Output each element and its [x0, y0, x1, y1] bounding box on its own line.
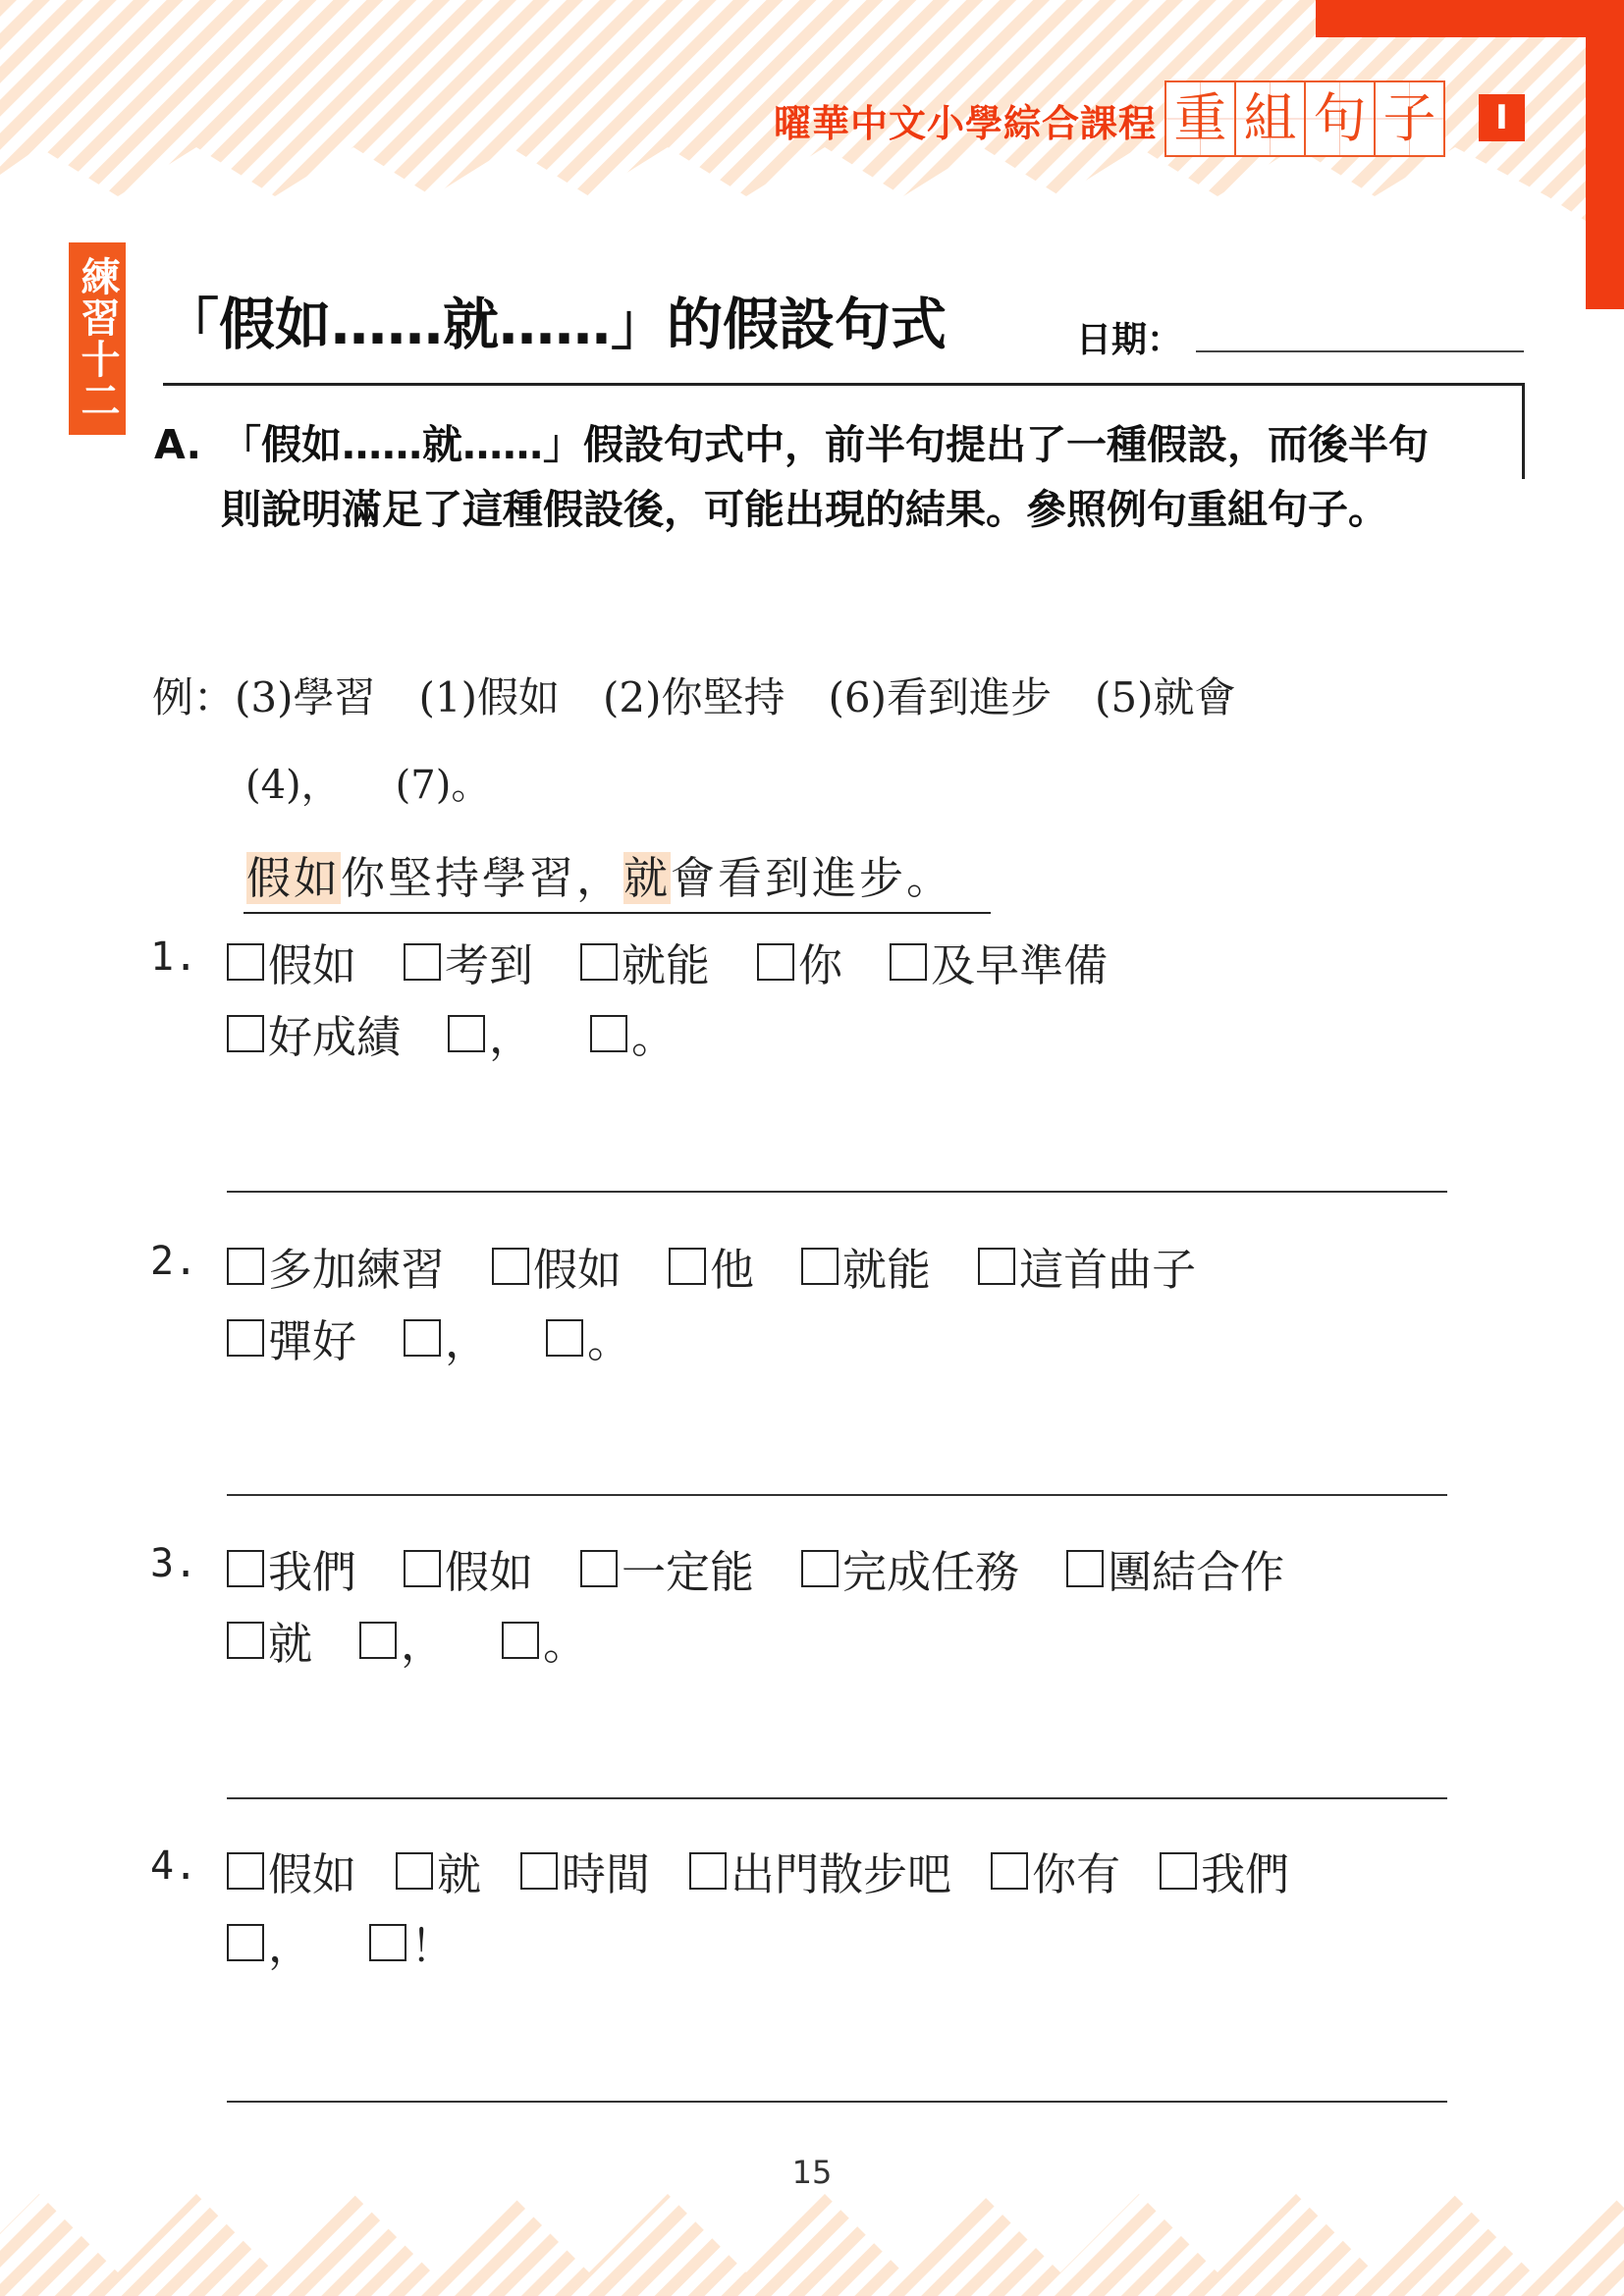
answer-line[interactable] [227, 1191, 1447, 1193]
checkbox-square[interactable] [227, 1550, 264, 1587]
word-text: 。 [543, 1618, 588, 1670]
example-part: (1)假如 [418, 673, 561, 721]
checkbox-square[interactable] [978, 1248, 1015, 1285]
word-card[interactable] [492, 1234, 622, 1298]
word-text: 就 [437, 1848, 482, 1900]
word-text: 完成任務 [842, 1546, 1020, 1598]
question-number: 4. [150, 1843, 198, 1889]
checkbox-square[interactable] [890, 943, 927, 981]
example-label: 例： [152, 673, 236, 721]
example-answer [244, 842, 991, 914]
word-text: 一定能 [622, 1546, 755, 1598]
checkbox-square[interactable] [492, 1248, 529, 1285]
word-card[interactable] [227, 1608, 312, 1672]
checkbox-square[interactable] [227, 943, 264, 981]
question-4-row-2 [227, 1910, 455, 1974]
word-card[interactable] [227, 930, 356, 993]
word-card[interactable] [590, 1001, 676, 1065]
word-text: 就能 [842, 1244, 932, 1296]
word-text: 你 [798, 939, 843, 991]
title-char: 句 [1304, 80, 1376, 157]
word-card[interactable] [404, 1306, 489, 1369]
checkbox-square[interactable] [448, 1015, 485, 1052]
corner-accent-tab [1316, 0, 1624, 37]
question-1-row-1 [227, 930, 1108, 993]
word-card[interactable] [227, 1001, 401, 1065]
frame-top-rule [163, 383, 1524, 386]
word-card[interactable] [404, 930, 533, 993]
instruction-text: 「假如……就……」假設句式中，前半句提出了一種假設，而後半句則說明滿足了這種假設後，可能出現的結果。參照例句重組句子。 [221, 421, 1429, 533]
word-card[interactable] [689, 1839, 951, 1902]
page-number: 15 [791, 2154, 833, 2191]
word-card[interactable] [227, 1234, 445, 1298]
example-part: (6)看到進步 [828, 673, 1053, 721]
example-part: (3)學習 [235, 673, 376, 721]
word-text: ， [268, 1920, 313, 1972]
checkbox-square[interactable] [396, 1852, 433, 1890]
checkbox-square[interactable] [590, 1015, 627, 1052]
title-char: 重 [1164, 80, 1236, 157]
word-text: 假如 [268, 1848, 357, 1900]
section-a-instruction [154, 412, 1450, 542]
word-card[interactable] [546, 1306, 631, 1369]
word-card[interactable] [520, 1839, 650, 1902]
checkbox-square[interactable] [757, 943, 794, 981]
word-text: 你有 [1032, 1848, 1121, 1900]
question-3-row-1 [227, 1536, 1284, 1600]
question-4-row-1 [227, 1839, 1289, 1902]
exercise-tab: 練習十二 [69, 242, 126, 435]
word-card[interactable] [227, 1839, 356, 1902]
word-text: 這首曲子 [1019, 1244, 1197, 1296]
section-letter: A. [154, 421, 202, 468]
word-card[interactable] [801, 1234, 931, 1298]
checkbox-square[interactable] [404, 1550, 441, 1587]
word-card[interactable] [580, 930, 710, 993]
question-number: 3. [150, 1541, 198, 1586]
example-part: (5)就會 [1095, 673, 1236, 721]
word-card[interactable] [890, 930, 1108, 993]
word-text: 及早準備 [931, 939, 1109, 991]
word-card[interactable] [669, 1234, 754, 1298]
frame-right-rule [1522, 383, 1525, 479]
word-card[interactable] [580, 1536, 754, 1600]
answer-text: 你堅持學習， [341, 852, 624, 904]
word-text: 我們 [1201, 1848, 1290, 1900]
answer-line[interactable] [227, 1494, 1447, 1496]
date-label: 日期： [1076, 320, 1183, 360]
checkbox-square[interactable] [502, 1622, 539, 1659]
word-text: 我們 [268, 1546, 357, 1598]
answer-text: 會看到進步。 [671, 852, 954, 904]
word-card[interactable] [801, 1536, 1019, 1600]
checkbox-square[interactable] [520, 1852, 558, 1890]
word-text: 好成績 [268, 1011, 402, 1063]
word-card[interactable] [502, 1608, 587, 1672]
bottom-zigzag-pattern [0, 2184, 1624, 2296]
word-text: 彈好 [268, 1315, 357, 1367]
question-2-row-2 [227, 1306, 631, 1369]
checkbox-square[interactable] [227, 1924, 264, 1961]
checkbox-square[interactable] [227, 1319, 264, 1357]
question-2-row-1 [227, 1234, 1196, 1298]
word-text: 假如 [268, 939, 357, 991]
series-title: 曜華中文小學綜合課程 [773, 102, 1157, 145]
highlight-keyword: 就 [623, 852, 672, 904]
word-text: 時間 [562, 1848, 651, 1900]
checkbox-square[interactable] [669, 1248, 706, 1285]
word-text: 就 [268, 1618, 313, 1670]
page-title: 「假如……就……」的假設句式 [163, 293, 947, 357]
word-card[interactable] [448, 1001, 533, 1065]
word-card[interactable] [978, 1234, 1196, 1298]
example-row-2 [245, 754, 490, 810]
level-badge: I [1479, 94, 1525, 141]
side-accent-bar [1586, 0, 1624, 309]
word-card[interactable] [991, 1839, 1120, 1902]
checkbox-square[interactable] [801, 1550, 839, 1587]
word-card[interactable] [404, 1536, 533, 1600]
word-text: ！ [410, 1920, 456, 1972]
answer-line[interactable] [227, 1797, 1447, 1799]
answer-line[interactable] [227, 2101, 1447, 2103]
checkbox-square[interactable] [801, 1248, 839, 1285]
title-char: 子 [1374, 80, 1445, 157]
question-number: 2. [150, 1239, 198, 1284]
word-text: 。 [587, 1315, 632, 1367]
checkbox-square[interactable] [580, 1550, 618, 1587]
word-text: 。 [631, 1011, 677, 1063]
checkbox-square[interactable] [227, 1852, 264, 1890]
word-card[interactable] [396, 1839, 481, 1902]
word-text: 出門散步吧 [731, 1848, 952, 1900]
word-text: 他 [710, 1244, 755, 1296]
word-card[interactable] [227, 1536, 356, 1600]
question-3-row-2 [227, 1608, 587, 1672]
word-text: ， [401, 1618, 446, 1670]
question-1-row-2 [227, 1001, 676, 1065]
word-card[interactable] [1066, 1536, 1284, 1600]
checkbox-square[interactable] [227, 1622, 264, 1659]
example-part: (4)， [245, 763, 341, 808]
checkbox-square[interactable] [689, 1852, 727, 1890]
word-card[interactable] [1160, 1839, 1289, 1902]
example-row [152, 666, 1279, 724]
word-text: 就能 [622, 939, 711, 991]
example-part: (7)。 [395, 763, 491, 808]
checkbox-square[interactable] [1160, 1852, 1197, 1890]
checkbox-square[interactable] [227, 1015, 264, 1052]
title-character-boxes [1164, 80, 1443, 157]
checkbox-square[interactable] [404, 1319, 441, 1357]
word-card[interactable] [227, 1910, 312, 1974]
word-text: 考到 [445, 939, 534, 991]
date-input-line[interactable] [1196, 350, 1524, 352]
checkbox-square[interactable] [1066, 1550, 1104, 1587]
checkbox-square[interactable] [546, 1319, 583, 1357]
title-char: 組 [1234, 80, 1306, 157]
checkbox-square[interactable] [991, 1852, 1028, 1890]
word-card[interactable] [757, 930, 842, 993]
example-part: (2)你堅持 [603, 673, 785, 721]
checkbox-square[interactable] [227, 1248, 264, 1285]
checkbox-square[interactable] [359, 1622, 397, 1659]
question-number: 1. [150, 934, 198, 980]
word-text: ， [489, 1011, 534, 1063]
checkbox-square[interactable] [404, 943, 441, 981]
word-card[interactable] [227, 1306, 356, 1369]
word-text: 假如 [445, 1546, 534, 1598]
word-text: 假如 [533, 1244, 623, 1296]
word-text: ， [445, 1315, 490, 1367]
checkbox-square[interactable] [580, 943, 618, 981]
word-card[interactable] [369, 1910, 455, 1974]
word-text: 團結合作 [1108, 1546, 1285, 1598]
word-text: 多加練習 [268, 1244, 446, 1296]
highlight-keyword: 假如 [246, 852, 342, 904]
word-card[interactable] [359, 1608, 445, 1672]
checkbox-square[interactable] [369, 1924, 406, 1961]
